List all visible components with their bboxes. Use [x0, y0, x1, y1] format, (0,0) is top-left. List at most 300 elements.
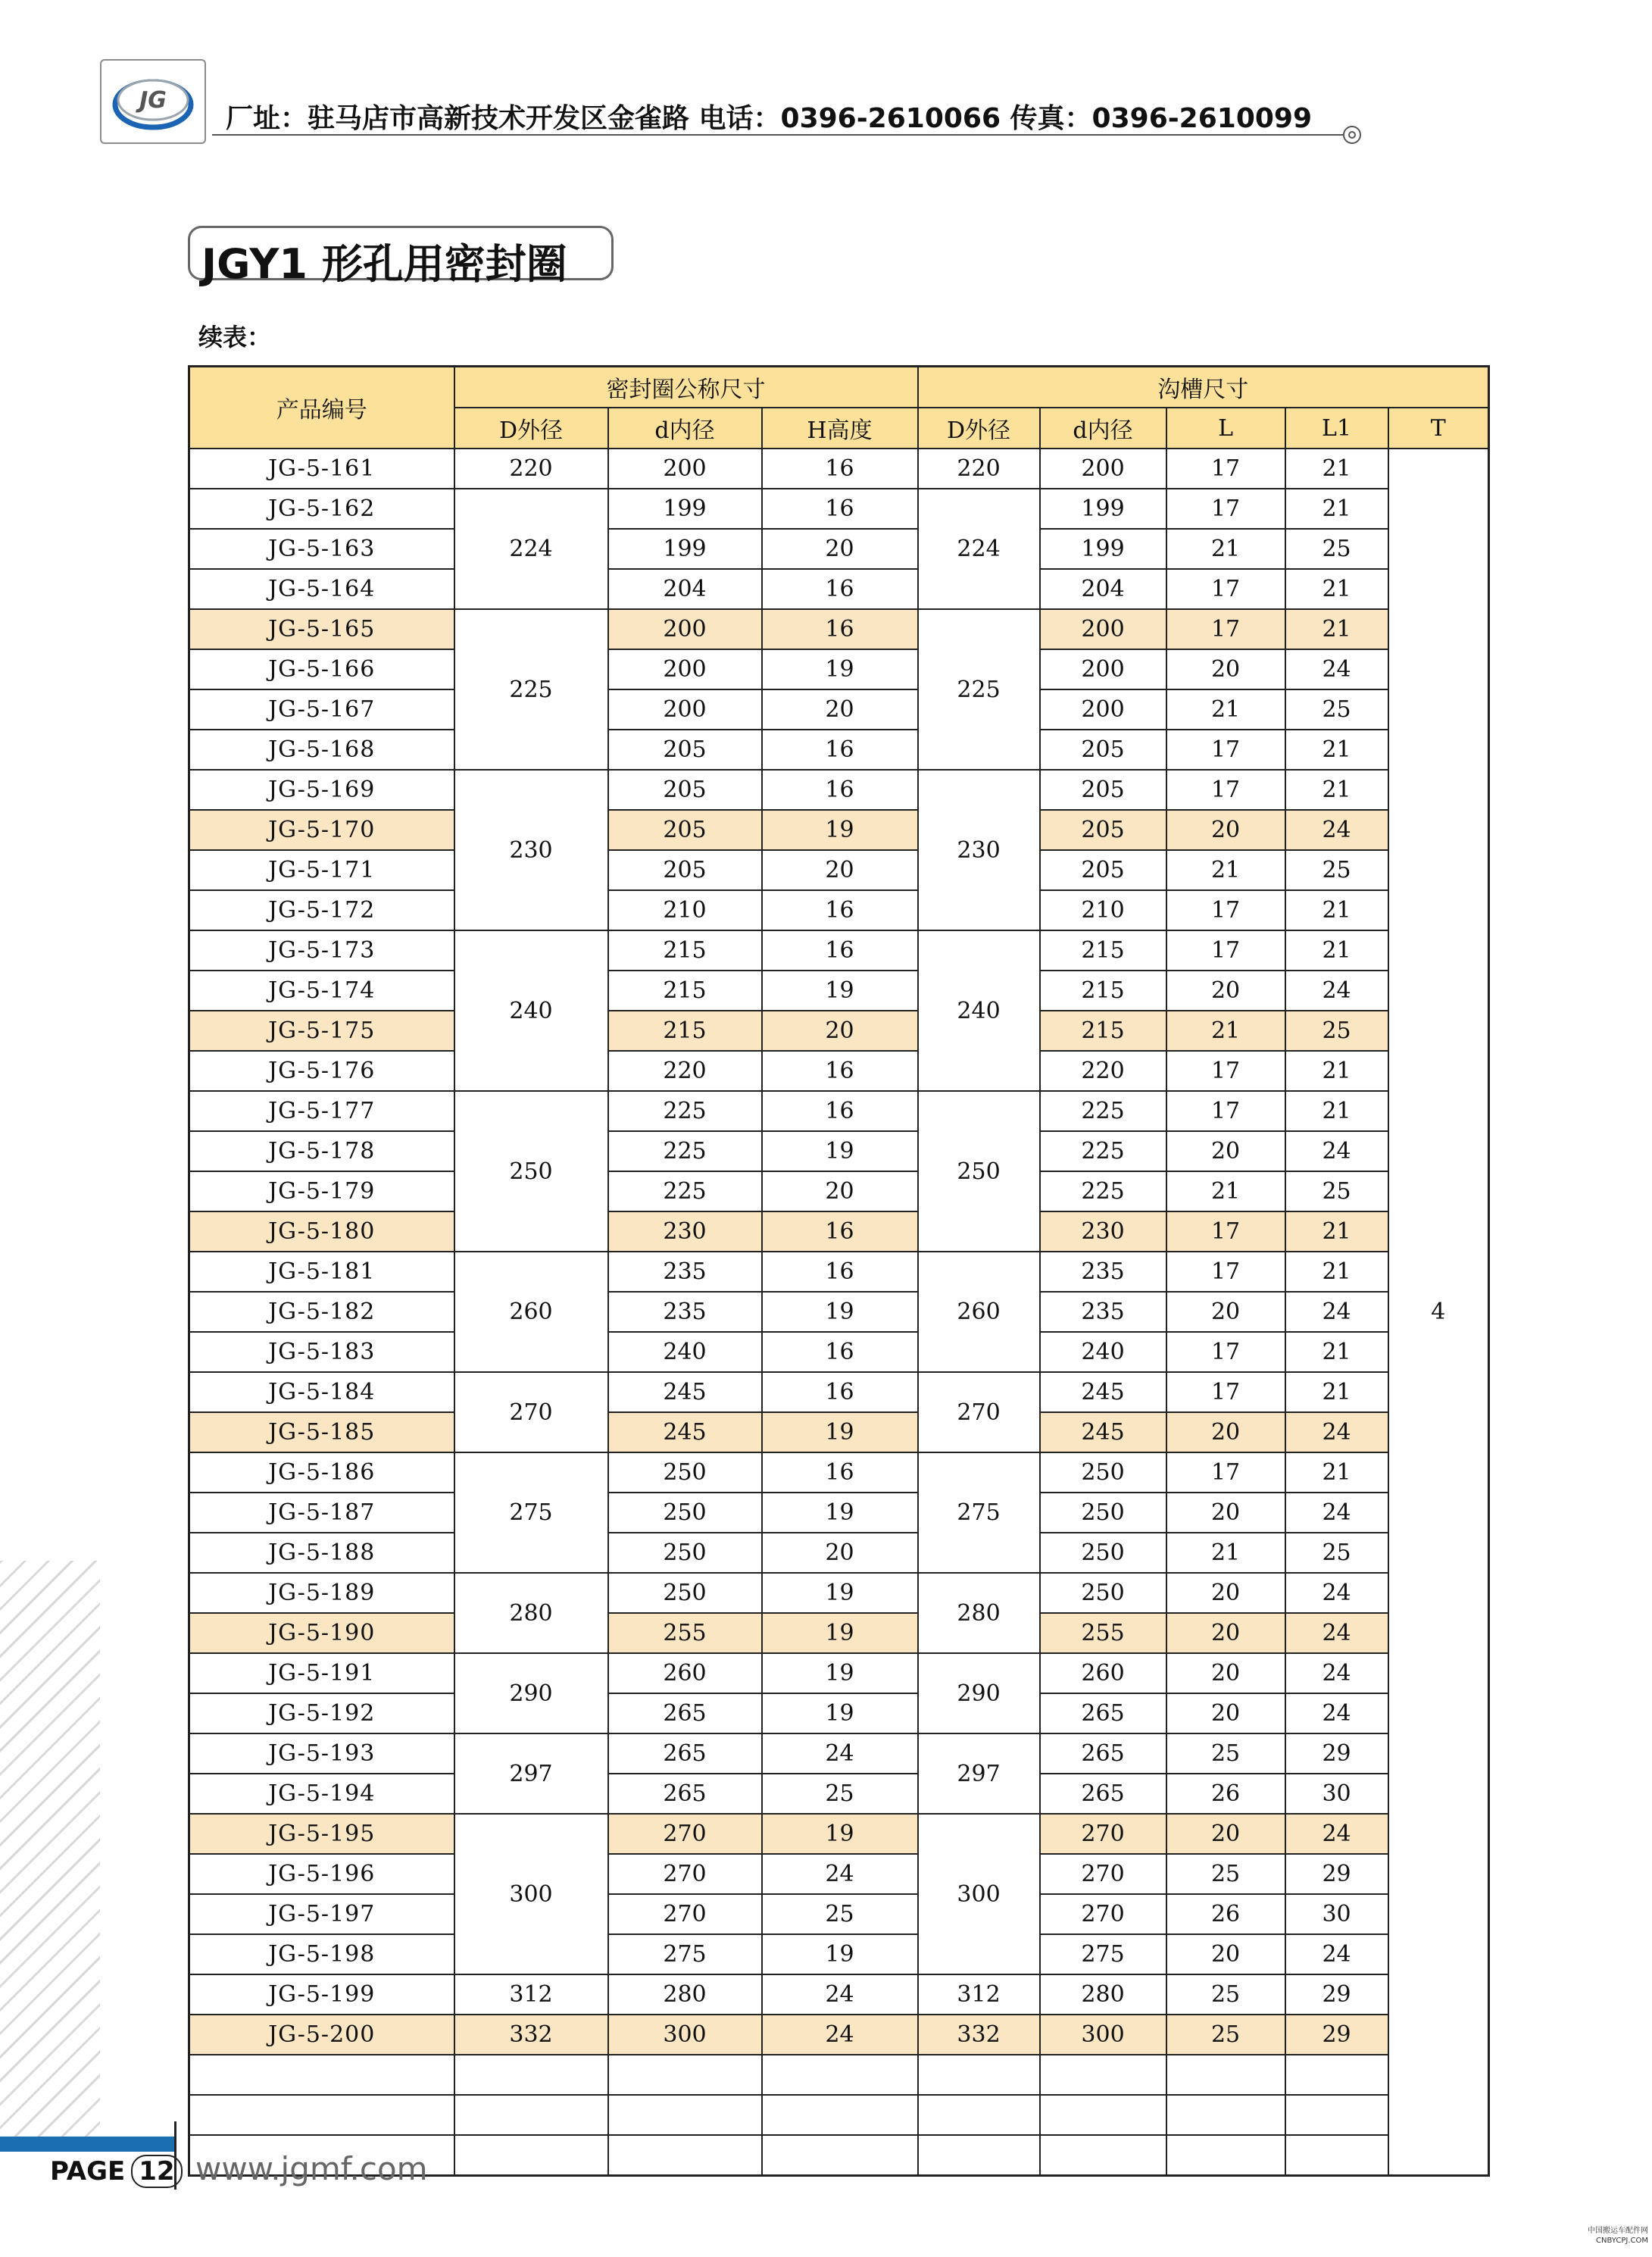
groove-l-cell: 21 [1166, 1171, 1285, 1211]
empty-cell [762, 2055, 918, 2095]
groove-l-cell: 25 [1166, 2015, 1285, 2055]
empty-cell [1285, 2095, 1388, 2135]
groove-outer-diameter-cell: 300 [918, 1814, 1040, 1974]
groove-l-cell: 20 [1166, 1814, 1285, 1854]
seal-inner-diameter-cell: 225 [608, 1091, 762, 1131]
company-address: 厂址：驻马店市高新技术开发区金雀路 电话：0396-2610066 传真：0396-2610099 [226, 103, 1313, 134]
table-row [189, 1894, 1489, 1934]
groove-inner-diameter-cell: 235 [1040, 1252, 1166, 1292]
groove-l-cell: 20 [1166, 1412, 1285, 1452]
table-row [189, 1573, 1489, 1613]
table-row [189, 649, 1489, 689]
product-code-cell: JG-5-170 [189, 810, 454, 850]
seal-inner-diameter-cell: 225 [608, 1171, 762, 1211]
product-code-cell: JG-5-185 [189, 1412, 454, 1452]
seal-inner-diameter-cell: 270 [608, 1814, 762, 1854]
groove-l-cell: 21 [1166, 850, 1285, 890]
product-code-header: 产品编号 [189, 367, 454, 449]
groove-l-cell: 20 [1166, 649, 1285, 689]
groove-inner-diameter-cell: 205 [1040, 770, 1166, 810]
groove-l1-cell: 24 [1285, 1131, 1388, 1171]
groove-l-cell: 20 [1166, 1292, 1285, 1332]
seal-outer-diameter-cell: 225 [454, 609, 608, 770]
table-row [189, 1292, 1489, 1332]
groove-l-cell: 17 [1166, 1372, 1285, 1412]
seal-outer-diameter-cell: 297 [454, 1733, 608, 1814]
spec-table-body [189, 449, 1489, 2176]
groove-l-cell: 26 [1166, 1774, 1285, 1814]
table-row [189, 1974, 1489, 2015]
seal-inner-diameter-cell: 240 [608, 1332, 762, 1372]
product-code-cell: JG-5-200 [189, 2015, 454, 2055]
groove-l1-cell: 24 [1285, 1412, 1388, 1452]
groove-l-cell: 21 [1166, 1533, 1285, 1573]
empty-cell [762, 2095, 918, 2135]
groove-outer-diameter-cell: 225 [918, 609, 1040, 770]
groove-inner-diameter-cell: 225 [1040, 1131, 1166, 1171]
seal-height-cell: 16 [762, 489, 918, 529]
seal-height-cell: 19 [762, 1412, 918, 1452]
groove-l1-cell: 21 [1285, 730, 1388, 770]
empty-cell [1166, 2135, 1285, 2176]
watermark-line-2: CNBYCPJ.COM [1596, 2237, 1648, 2245]
product-code-cell: JG-5-182 [189, 1292, 454, 1332]
empty-row [189, 2055, 1489, 2095]
seal-inner-diameter-cell: 225 [608, 1131, 762, 1171]
table-row [189, 1372, 1489, 1412]
groove-l1-cell: 21 [1285, 890, 1388, 930]
groove-inner-diameter-cell: 280 [1040, 1974, 1166, 2015]
seal-inner-diameter-cell: 204 [608, 569, 762, 609]
groove-inner-diameter-cell: 200 [1040, 649, 1166, 689]
seal-height-cell: 19 [762, 1292, 918, 1332]
seal-height-cell: 16 [762, 609, 918, 649]
table-row [189, 930, 1489, 971]
groove-l1-cell: 30 [1285, 1774, 1388, 1814]
seal-inner-diameter-cell: 250 [608, 1493, 762, 1533]
groove-inner-diameter-cell: 270 [1040, 1854, 1166, 1894]
seal-inner-diameter-cell: 210 [608, 890, 762, 930]
groove-inner-diameter-cell: 260 [1040, 1653, 1166, 1693]
empty-cell [1285, 2135, 1388, 2176]
seal-height-cell: 16 [762, 449, 918, 489]
table-row [189, 1854, 1489, 1894]
seal-inner-diameter-cell: 215 [608, 1011, 762, 1051]
groove-t-header: T [1388, 408, 1489, 449]
seal-outer-diameter-cell: 230 [454, 770, 608, 930]
seal-inner-diameter-cell: 270 [608, 1894, 762, 1934]
groove-outer-diameter-cell: 230 [918, 770, 1040, 930]
seal-inner-diameter-header: d内径 [608, 408, 762, 449]
table-row [189, 1733, 1489, 1774]
groove-l1-cell: 24 [1285, 1653, 1388, 1693]
seal-inner-diameter-cell: 205 [608, 770, 762, 810]
seal-height-cell: 24 [762, 1733, 918, 1774]
groove-l1-cell: 21 [1285, 449, 1388, 489]
table-row [189, 529, 1489, 569]
groove-l-cell: 21 [1166, 1011, 1285, 1051]
groove-inner-diameter-cell: 255 [1040, 1613, 1166, 1653]
empty-cell [1285, 2055, 1388, 2095]
seal-height-cell: 16 [762, 770, 918, 810]
table-row [189, 1533, 1489, 1573]
table-row [189, 971, 1489, 1011]
seal-height-cell: 20 [762, 1533, 918, 1573]
groove-l1-cell: 21 [1285, 770, 1388, 810]
seal-inner-diameter-cell: 265 [608, 1733, 762, 1774]
groove-inner-diameter-cell: 250 [1040, 1533, 1166, 1573]
seal-height-cell: 20 [762, 850, 918, 890]
groove-l1-cell: 24 [1285, 1613, 1388, 1653]
seal-height-cell: 20 [762, 1171, 918, 1211]
seal-height-cell: 16 [762, 890, 918, 930]
groove-l1-cell: 24 [1285, 1693, 1388, 1733]
groove-l1-cell: 21 [1285, 1332, 1388, 1372]
seal-height-cell: 16 [762, 1211, 918, 1252]
groove-inner-diameter-cell: 205 [1040, 850, 1166, 890]
table-row [189, 730, 1489, 770]
seal-inner-diameter-cell: 205 [608, 730, 762, 770]
groove-l1-cell: 29 [1285, 2015, 1388, 2055]
seal-inner-diameter-cell: 215 [608, 930, 762, 971]
empty-cell [1040, 2095, 1166, 2135]
seal-inner-diameter-cell: 199 [608, 529, 762, 569]
groove-inner-diameter-cell: 215 [1040, 971, 1166, 1011]
groove-size-header: 沟槽尺寸 [918, 367, 1489, 408]
product-code-cell: JG-5-187 [189, 1493, 454, 1533]
groove-inner-diameter-cell: 220 [1040, 1051, 1166, 1091]
seal-size-header: 密封圈公称尺寸 [454, 367, 918, 408]
seal-height-cell: 16 [762, 569, 918, 609]
product-code-cell: JG-5-190 [189, 1613, 454, 1653]
seal-height-cell: 16 [762, 1051, 918, 1091]
groove-inner-diameter-cell: 240 [1040, 1332, 1166, 1372]
seal-outer-diameter-cell: 224 [454, 489, 608, 609]
table-row [189, 1814, 1489, 1854]
product-code-cell: JG-5-197 [189, 1894, 454, 1934]
seal-inner-diameter-cell: 199 [608, 489, 762, 529]
product-code-cell: JG-5-191 [189, 1653, 454, 1693]
groove-l1-cell: 24 [1285, 810, 1388, 850]
product-code-cell: JG-5-198 [189, 1934, 454, 1974]
product-code-cell: JG-5-161 [189, 449, 454, 489]
groove-inner-diameter-cell: 245 [1040, 1372, 1166, 1412]
product-code-cell: JG-5-176 [189, 1051, 454, 1091]
groove-inner-diameter-cell: 275 [1040, 1934, 1166, 1974]
groove-outer-diameter-header: D外径 [918, 408, 1040, 449]
product-code-cell: JG-5-195 [189, 1814, 454, 1854]
table-row [189, 1171, 1489, 1211]
product-code-cell: JG-5-186 [189, 1452, 454, 1493]
groove-outer-diameter-cell: 224 [918, 489, 1040, 609]
groove-l1-cell: 21 [1285, 569, 1388, 609]
product-code-cell: JG-5-177 [189, 1091, 454, 1131]
watermark-line-1: 中国搬运车配件网 [1588, 2227, 1648, 2235]
product-code-cell: JG-5-174 [189, 971, 454, 1011]
groove-l-header: L [1166, 408, 1285, 449]
page-indicator [50, 2155, 183, 2188]
table-row [189, 1452, 1489, 1493]
empty-cell [1166, 2055, 1285, 2095]
seal-inner-diameter-cell: 250 [608, 1533, 762, 1573]
seal-height-cell: 19 [762, 971, 918, 1011]
seal-height-cell: 19 [762, 1934, 918, 1974]
table-row [189, 890, 1489, 930]
groove-l1-cell: 25 [1285, 529, 1388, 569]
seal-outer-diameter-cell: 300 [454, 1814, 608, 1974]
empty-cell [918, 2095, 1040, 2135]
footer-bar [0, 2137, 176, 2152]
table-row [189, 1131, 1489, 1171]
seal-height-cell: 19 [762, 649, 918, 689]
page-number: 12 [131, 2155, 182, 2188]
page-label-text: PAGE [50, 2156, 126, 2187]
seal-inner-diameter-cell: 270 [608, 1854, 762, 1894]
groove-l1-cell: 24 [1285, 1573, 1388, 1613]
groove-l-cell: 17 [1166, 489, 1285, 529]
product-code-cell: JG-5-196 [189, 1854, 454, 1894]
groove-l-cell: 20 [1166, 1934, 1285, 1974]
seal-outer-diameter-cell: 220 [454, 449, 608, 489]
groove-l-cell: 17 [1166, 730, 1285, 770]
groove-l-cell: 25 [1166, 1854, 1285, 1894]
product-code-cell: JG-5-189 [189, 1573, 454, 1613]
product-code-cell: JG-5-180 [189, 1211, 454, 1252]
groove-outer-diameter-cell: 275 [918, 1452, 1040, 1573]
groove-l1-cell: 24 [1285, 1934, 1388, 1974]
groove-outer-diameter-cell: 280 [918, 1573, 1040, 1653]
watermark [1588, 2226, 1648, 2246]
groove-inner-diameter-header: d内径 [1040, 408, 1166, 449]
groove-l1-cell: 24 [1285, 971, 1388, 1011]
groove-l1-cell: 25 [1285, 850, 1388, 890]
product-code-cell: JG-5-165 [189, 609, 454, 649]
groove-l1-cell: 21 [1285, 1372, 1388, 1412]
decorative-hatch [0, 1561, 100, 2137]
seal-inner-diameter-cell: 265 [608, 1774, 762, 1814]
groove-l1-cell: 21 [1285, 489, 1388, 529]
seal-height-cell: 24 [762, 1974, 918, 2015]
seal-inner-diameter-cell: 300 [608, 2015, 762, 2055]
page-title: JGY1 形孔用密封圈 [201, 240, 567, 288]
seal-inner-diameter-cell: 230 [608, 1211, 762, 1252]
seal-inner-diameter-cell: 245 [608, 1372, 762, 1412]
table-row [189, 1252, 1489, 1292]
groove-inner-diameter-cell: 200 [1040, 689, 1166, 730]
groove-inner-diameter-cell: 265 [1040, 1733, 1166, 1774]
header-divider [212, 134, 1348, 136]
empty-cell [1166, 2095, 1285, 2135]
groove-l1-cell: 24 [1285, 1292, 1388, 1332]
seal-height-cell: 24 [762, 2015, 918, 2055]
table-row [189, 1774, 1489, 1814]
product-code-cell: JG-5-169 [189, 770, 454, 810]
groove-l1-cell: 30 [1285, 1894, 1388, 1934]
product-code-cell: JG-5-164 [189, 569, 454, 609]
table-row [189, 1493, 1489, 1533]
table-row [189, 1934, 1489, 1974]
groove-l-cell: 20 [1166, 971, 1285, 1011]
seal-height-cell: 20 [762, 529, 918, 569]
groove-inner-diameter-cell: 200 [1040, 609, 1166, 649]
groove-inner-diameter-cell: 225 [1040, 1091, 1166, 1131]
groove-l1-cell: 24 [1285, 1493, 1388, 1533]
groove-inner-diameter-cell: 235 [1040, 1292, 1166, 1332]
groove-outer-diameter-cell: 250 [918, 1091, 1040, 1252]
groove-l-cell: 26 [1166, 1894, 1285, 1934]
groove-l-cell: 25 [1166, 1733, 1285, 1774]
groove-inner-diameter-cell: 300 [1040, 2015, 1166, 2055]
groove-inner-diameter-cell: 265 [1040, 1693, 1166, 1733]
groove-inner-diameter-cell: 230 [1040, 1211, 1166, 1252]
groove-inner-diameter-cell: 210 [1040, 890, 1166, 930]
product-code-cell: JG-5-175 [189, 1011, 454, 1051]
groove-l-cell: 20 [1166, 1493, 1285, 1533]
seal-outer-diameter-cell: 312 [454, 1974, 608, 2015]
groove-inner-diameter-cell: 205 [1040, 810, 1166, 850]
groove-l1-cell: 25 [1285, 1533, 1388, 1573]
seal-height-cell: 25 [762, 1774, 918, 1814]
groove-inner-diameter-cell: 270 [1040, 1814, 1166, 1854]
seal-height-cell: 16 [762, 1332, 918, 1372]
groove-inner-diameter-cell: 200 [1040, 449, 1166, 489]
seal-height-cell: 19 [762, 1573, 918, 1613]
groove-l1-cell: 25 [1285, 689, 1388, 730]
groove-l-cell: 20 [1166, 1613, 1285, 1653]
groove-l-cell: 20 [1166, 1131, 1285, 1171]
company-logo [100, 59, 206, 144]
product-code-cell: JG-5-181 [189, 1252, 454, 1292]
groove-outer-diameter-cell: 312 [918, 1974, 1040, 2015]
seal-height-cell: 19 [762, 1131, 918, 1171]
seal-height-cell: 19 [762, 1493, 918, 1533]
seal-height-cell: 16 [762, 1372, 918, 1412]
groove-l1-header: L1 [1285, 408, 1388, 449]
table-row [189, 1011, 1489, 1051]
groove-l1-cell: 25 [1285, 1171, 1388, 1211]
empty-row [189, 2095, 1489, 2135]
groove-outer-diameter-cell: 270 [918, 1372, 1040, 1452]
empty-cell [762, 2135, 918, 2176]
seal-inner-diameter-cell: 275 [608, 1934, 762, 1974]
groove-inner-diameter-cell: 199 [1040, 489, 1166, 529]
seal-height-cell: 19 [762, 1613, 918, 1653]
groove-inner-diameter-cell: 199 [1040, 529, 1166, 569]
table-row [189, 1653, 1489, 1693]
groove-inner-diameter-cell: 215 [1040, 930, 1166, 971]
seal-height-cell: 24 [762, 1854, 918, 1894]
product-code-cell: JG-5-199 [189, 1974, 454, 2015]
header-line-end-icon [1343, 126, 1361, 144]
groove-inner-diameter-cell: 205 [1040, 730, 1166, 770]
seal-inner-diameter-cell: 280 [608, 1974, 762, 2015]
groove-l1-cell: 29 [1285, 1733, 1388, 1774]
seal-height-header: H高度 [762, 408, 918, 449]
groove-outer-diameter-cell: 220 [918, 449, 1040, 489]
table-row [189, 1693, 1489, 1733]
product-code-cell: JG-5-162 [189, 489, 454, 529]
product-code-cell: JG-5-178 [189, 1131, 454, 1171]
seal-inner-diameter-cell: 215 [608, 971, 762, 1011]
empty-cell [608, 2055, 762, 2095]
product-code-cell: JG-5-166 [189, 649, 454, 689]
groove-l1-cell: 29 [1285, 1854, 1388, 1894]
seal-inner-diameter-cell: 250 [608, 1452, 762, 1493]
product-code-cell: JG-5-192 [189, 1693, 454, 1733]
empty-cell [608, 2095, 762, 2135]
seal-height-cell: 20 [762, 689, 918, 730]
product-code-cell: JG-5-167 [189, 689, 454, 730]
groove-l-cell: 17 [1166, 770, 1285, 810]
groove-inner-diameter-cell: 270 [1040, 1894, 1166, 1934]
groove-l1-cell: 21 [1285, 609, 1388, 649]
seal-inner-diameter-cell: 200 [608, 609, 762, 649]
groove-l-cell: 17 [1166, 449, 1285, 489]
seal-outer-diameter-cell: 250 [454, 1091, 608, 1252]
empty-cell [189, 2055, 454, 2095]
groove-l-cell: 21 [1166, 529, 1285, 569]
t-value-cell: 4 [1388, 449, 1489, 2176]
groove-l1-cell: 21 [1285, 1252, 1388, 1292]
seal-height-cell: 19 [762, 1693, 918, 1733]
product-code-cell: JG-5-171 [189, 850, 454, 890]
seal-inner-diameter-cell: 235 [608, 1292, 762, 1332]
table-row [189, 770, 1489, 810]
groove-l-cell: 20 [1166, 1693, 1285, 1733]
seal-height-cell: 20 [762, 1011, 918, 1051]
groove-l-cell: 17 [1166, 1051, 1285, 1091]
table-row [189, 1051, 1489, 1091]
product-code-cell: JG-5-184 [189, 1372, 454, 1412]
groove-inner-diameter-cell: 265 [1040, 1774, 1166, 1814]
empty-cell [454, 2095, 608, 2135]
groove-l1-cell: 21 [1285, 1091, 1388, 1131]
product-code-cell: JG-5-193 [189, 1733, 454, 1774]
seal-inner-diameter-cell: 200 [608, 649, 762, 689]
seal-height-cell: 19 [762, 810, 918, 850]
seal-height-cell: 16 [762, 730, 918, 770]
groove-l-cell: 20 [1166, 810, 1285, 850]
seal-height-cell: 19 [762, 1814, 918, 1854]
table-row [189, 850, 1489, 890]
seal-outer-diameter-cell: 275 [454, 1452, 608, 1573]
groove-l1-cell: 21 [1285, 1051, 1388, 1091]
groove-l1-cell: 25 [1285, 1011, 1388, 1051]
seal-inner-diameter-cell: 205 [608, 850, 762, 890]
empty-cell [918, 2055, 1040, 2095]
groove-outer-diameter-cell: 260 [918, 1252, 1040, 1372]
continued-label: 续表： [198, 323, 272, 352]
product-code-cell: JG-5-194 [189, 1774, 454, 1814]
groove-l-cell: 17 [1166, 890, 1285, 930]
website-link: www.jgmf.com [195, 2150, 428, 2187]
groove-inner-diameter-cell: 250 [1040, 1493, 1166, 1533]
groove-outer-diameter-cell: 290 [918, 1653, 1040, 1733]
groove-l1-cell: 24 [1285, 1814, 1388, 1854]
groove-l1-cell: 21 [1285, 930, 1388, 971]
product-code-cell: JG-5-179 [189, 1171, 454, 1211]
product-code-cell: JG-5-172 [189, 890, 454, 930]
groove-l-cell: 20 [1166, 1573, 1285, 1613]
groove-l-cell: 17 [1166, 1091, 1285, 1131]
seal-inner-diameter-cell: 205 [608, 810, 762, 850]
groove-l-cell: 17 [1166, 1452, 1285, 1493]
seal-height-cell: 16 [762, 1091, 918, 1131]
groove-l-cell: 17 [1166, 609, 1285, 649]
table-row [189, 1091, 1489, 1131]
seal-inner-diameter-cell: 255 [608, 1613, 762, 1653]
table-row [189, 1613, 1489, 1653]
